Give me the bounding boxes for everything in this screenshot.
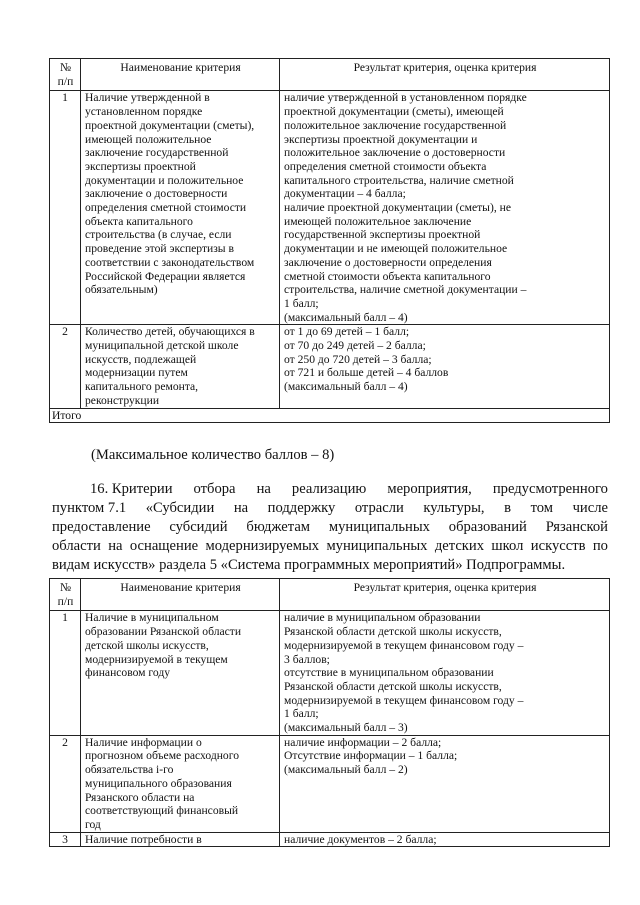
cell-line: Рязанской области детской школы искусств, [284, 625, 502, 639]
cell-line: проектной документации (сметы), имеющей [284, 105, 504, 119]
cell-line: Количество детей, обучающихся в [85, 325, 255, 339]
paragraph-line [52, 537, 608, 556]
word: отрасли [354, 500, 404, 516]
paragraph-line [52, 480, 608, 499]
criterion-result [280, 611, 610, 735]
cell-line: соответствующий финансовый [85, 804, 239, 818]
cell-line: установленном порядке [85, 105, 203, 119]
paragraph-line [52, 499, 608, 518]
paragraph-line: видам искусств» раздела 5 «Система программных мероприятий» Подпрограммы. [52, 557, 566, 573]
cell-line: модернизируемой в текущем [85, 652, 228, 666]
cell-line: документации и не имеющей положительное [284, 242, 508, 256]
header-num: № п/п [50, 579, 81, 611]
cell-line: положительное заключение государственной [284, 118, 507, 132]
word: в [504, 500, 512, 516]
cell-line: Наличие утвержденной в [85, 91, 210, 105]
cell-line: государственной экспертизы проектной [284, 228, 481, 242]
cell-line: (максимальный балл – 4) [284, 310, 408, 324]
cell-line: строительства (в случае, если [85, 228, 232, 242]
criterion-name [81, 611, 280, 735]
table-row [50, 611, 610, 735]
table-row [50, 91, 610, 325]
cell-line: наличие проектной документации (сметы), не [284, 201, 511, 215]
criteria-table-2 [49, 578, 610, 847]
cell-line: соответствии с законодательством [85, 255, 255, 269]
cell-line: 1 балл; [284, 296, 319, 310]
criterion-name [81, 832, 280, 847]
max-points-note: (Максимальное количество баллов – 8) [91, 447, 335, 463]
cell-line: (максимальный балл – 2) [284, 763, 408, 777]
cell-line: строительства, наличие сметной документации – [284, 283, 527, 297]
word: области [52, 538, 101, 554]
word: «Субсидии [145, 500, 215, 516]
cell-line: от 70 до 249 детей – 2 балла; [284, 339, 426, 353]
word: образований [448, 519, 527, 535]
cell-line: Российской Федерации является [85, 269, 246, 283]
word: искусств [530, 538, 586, 554]
cell-line: Наличие потребности в [85, 832, 202, 846]
cell-line: Отсутствие информации – 1 балла; [284, 749, 458, 763]
cell-line: от 1 до 69 детей – 1 балл; [284, 325, 410, 339]
cell-line: модернизируемой в текущем финансовом году – [284, 638, 524, 652]
cell-line: обязательства i-го [85, 763, 174, 777]
header-result: Результат критерия, оценка критерия [280, 59, 610, 91]
paragraph-16 [52, 480, 608, 575]
criterion-result [280, 832, 610, 847]
total-row [50, 408, 610, 423]
cell-line: сметной стоимости объекта капитального [284, 269, 491, 283]
cell-line: капитального ремонта, [85, 380, 199, 394]
word: муниципальных [326, 538, 428, 554]
cell-line: наличие информации – 2 балла; [284, 735, 442, 749]
cell-line: объекта капитального [85, 214, 193, 228]
row-number: 1 [50, 611, 81, 735]
total-label: Итого [50, 408, 610, 423]
word: субсидий [169, 519, 228, 535]
cell-line: обязательным) [85, 283, 158, 297]
cell-line: реконструкции [85, 393, 160, 407]
word: модернизируемых [205, 538, 320, 554]
cell-line: модернизации путем [85, 366, 188, 380]
word: бюджетам [246, 519, 311, 535]
header-name: Наименование критерия [81, 579, 280, 611]
cell-line: от 250 до 720 детей – 3 балла; [284, 352, 432, 366]
word: оснащение [129, 538, 199, 554]
cell-line: муниципальной детской школе [85, 339, 239, 353]
cell-line: наличие утвержденной в установленном порядке [284, 91, 527, 105]
criterion-name [81, 735, 280, 832]
cell-line: проведение этой экспертизы в [85, 242, 234, 256]
cell-line: экспертизы проектной документации и [284, 132, 478, 146]
criterion-name [81, 325, 280, 408]
cell-line: (максимальный балл – 4) [284, 380, 408, 394]
criteria-table-1 [49, 58, 610, 423]
word: детских [434, 538, 485, 554]
header-name: Наименование критерия [81, 59, 280, 91]
row-number: 3 [50, 832, 81, 847]
cell-line: 1 балл; [284, 707, 319, 721]
cell-line: заключение о достоверности [85, 187, 228, 201]
cell-line: Рязанского области на [85, 790, 195, 804]
cell-line: искусств, подлежащей [85, 352, 197, 366]
cell-line: капитального строительства, наличие сметной [284, 173, 514, 187]
word: культуры, [423, 500, 485, 516]
cell-line: наличие в муниципальном образовании [284, 611, 481, 625]
cell-line: положительное заключение о достоверности [284, 146, 506, 160]
row-number: 2 [50, 735, 81, 832]
word: по [592, 538, 608, 554]
word: пунктом 7.1 [52, 500, 127, 516]
criterion-result [280, 325, 610, 408]
word: на [233, 500, 249, 516]
criterion-result [280, 91, 610, 325]
cell-line: наличие документов – 2 балла; [284, 832, 437, 846]
cell-line: экспертизы проектной [85, 159, 196, 173]
cell-line: Наличие в муниципальном [85, 611, 219, 625]
row-number: 1 [50, 91, 81, 325]
cell-line: год [85, 817, 101, 831]
cell-line: имеющей положительное [85, 132, 212, 146]
cell-line: 3 баллов; [284, 652, 330, 666]
word: отбора [193, 481, 236, 497]
cell-line: (максимальный балл – 3) [284, 721, 408, 735]
paragraph-line [52, 518, 608, 537]
table-header-row [50, 59, 610, 91]
table-row [50, 832, 610, 847]
cell-line: документации и положительное [85, 173, 244, 187]
word: муниципальных [328, 519, 430, 535]
word: на [108, 538, 123, 554]
cell-line: заключение о достоверности определения [284, 255, 492, 269]
word: школ [491, 538, 524, 554]
word: Рязанской [545, 519, 608, 535]
cell-line: отсутствие в муниципальном образовании [284, 666, 494, 680]
cell-line: финансовом году [85, 666, 171, 680]
word: реализацию [291, 481, 367, 497]
table-row [50, 325, 610, 408]
table-header-row [50, 579, 610, 611]
cell-line: муниципального образования [85, 776, 232, 790]
criterion-name [81, 91, 280, 325]
cell-line: прогнозном объеме расходного [85, 749, 239, 763]
row-number: 2 [50, 325, 81, 408]
cell-line: определения сметной стоимости [85, 201, 247, 215]
word: 16. Критерии [90, 481, 173, 497]
cell-line: модернизируемой в текущем финансовом году – [284, 693, 524, 707]
cell-line: от 721 и больше детей – 4 баллов [284, 366, 449, 380]
cell-line: проектной документации (сметы), [85, 118, 255, 132]
word: предусмотренного [492, 481, 608, 497]
cell-line: Рязанской области детской школы искусств, [284, 679, 502, 693]
criterion-result [280, 735, 610, 832]
word: предоставление [52, 519, 151, 535]
word: числе [572, 500, 608, 516]
word: поддержку [267, 500, 336, 516]
table-row [50, 735, 610, 832]
cell-line: определения сметной стоимости объекта [284, 159, 487, 173]
cell-line: заключение государственной [85, 146, 229, 160]
word: на [256, 481, 271, 497]
header-result: Результат критерия, оценка критерия [280, 579, 610, 611]
word: том [530, 500, 554, 516]
word: мероприятия, [387, 481, 472, 497]
cell-line: имеющей положительное заключение [284, 214, 472, 228]
cell-line: документации – 4 балла; [284, 187, 406, 201]
cell-line: детской школы искусств, [85, 638, 209, 652]
cell-line: Наличие информации о [85, 735, 202, 749]
cell-line: образовании Рязанской области [85, 625, 242, 639]
header-num: № п/п [50, 59, 81, 91]
